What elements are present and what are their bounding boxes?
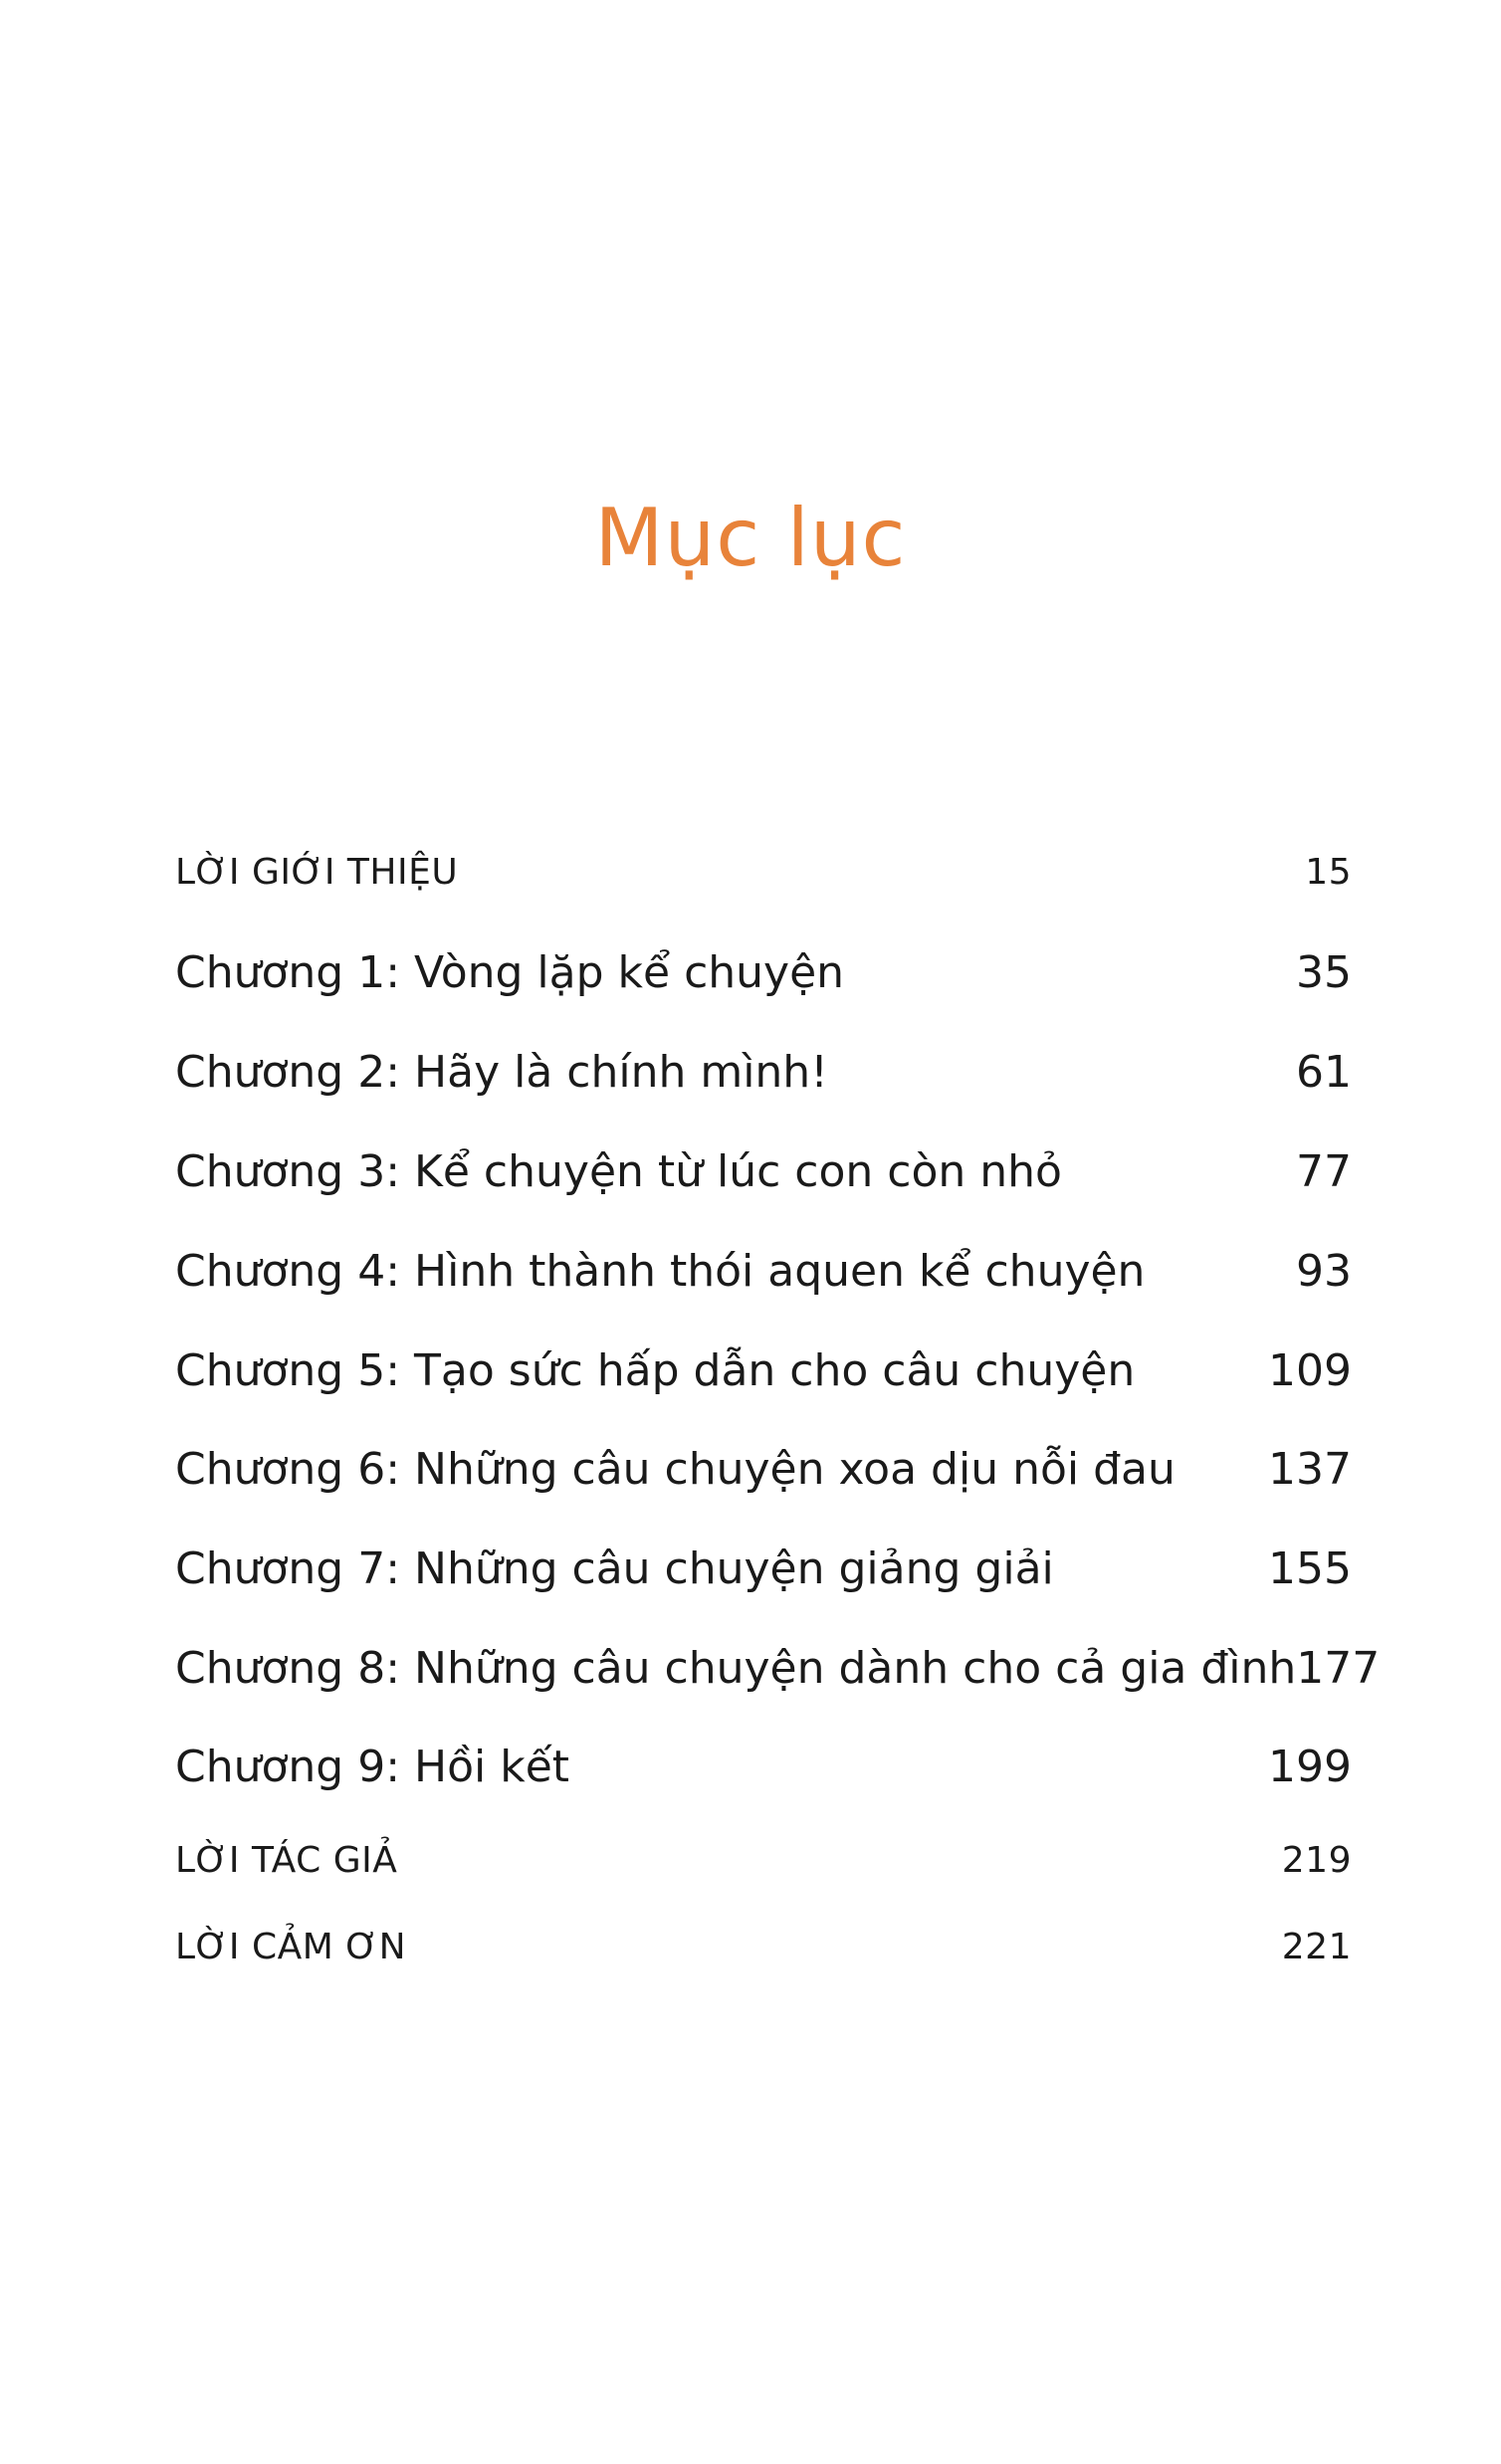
toc-entry-author-note <box>175 1836 1352 1886</box>
toc-entry-introduction <box>175 848 1352 898</box>
toc-entry-page-number: 155 <box>1268 1543 1352 1594</box>
toc-entry-label: Chương 2: Hãy là chính mình! <box>175 1047 828 1098</box>
toc-entry-chapter-3 <box>175 1142 1352 1202</box>
toc-entry-label: Chương 7: Những câu chuyện giảng giải <box>175 1543 1054 1594</box>
toc-entry-chapter-9 <box>175 1738 1352 1797</box>
toc-entry-label: LỜI GIỚI THIỆU <box>175 852 459 893</box>
toc-entry-chapter-1 <box>175 943 1352 1003</box>
toc-entry-page-number: 61 <box>1296 1047 1352 1098</box>
toc-entry-chapter-5 <box>175 1341 1352 1401</box>
toc-entry-page-number: 35 <box>1296 947 1352 998</box>
toc-entry-label: Chương 9: Hồi kết <box>175 1742 570 1792</box>
toc-entry-page-number: 109 <box>1268 1345 1352 1396</box>
toc-entry-label: LỜI CẢM ƠN <box>175 1927 407 1967</box>
toc-entry-page-number: 177 <box>1296 1643 1381 1694</box>
toc-entry-label: Chương 3: Kể chuyện từ lúc con còn nhỏ <box>175 1146 1062 1197</box>
toc-entry-chapter-2 <box>175 1043 1352 1103</box>
toc-entry-page-number: 137 <box>1268 1444 1352 1495</box>
toc-entry-page-number: 15 <box>1305 852 1352 893</box>
toc-entry-label: Chương 4: Hình thành thói aquen kể chuyện <box>175 1246 1146 1297</box>
toc-entry-label: Chương 1: Vòng lặp kể chuyện <box>175 947 845 998</box>
page-title: Mục lục <box>594 492 907 584</box>
toc-entry-chapter-7 <box>175 1540 1352 1599</box>
toc-entry-label: Chương 6: Những câu chuyện xoa dịu nỗi đau <box>175 1444 1176 1495</box>
toc-entry-page-number: 221 <box>1281 1927 1352 1967</box>
toc-entry-chapter-4 <box>175 1242 1352 1302</box>
toc-entry-page-number: 219 <box>1281 1840 1352 1881</box>
toc-entry-label: LỜI TÁC GIẢ <box>175 1840 398 1881</box>
toc-entry-chapter-8 <box>175 1639 1381 1699</box>
toc-entry-page-number: 93 <box>1296 1246 1352 1297</box>
toc-entry-acknowledgements <box>175 1923 1352 1972</box>
toc-entry-label: Chương 8: Những câu chuyện dành cho cả gia đình <box>175 1643 1297 1694</box>
toc-entry-chapter-6 <box>175 1440 1352 1500</box>
toc-entry-page-number: 77 <box>1296 1146 1352 1197</box>
toc-entry-page-number: 199 <box>1268 1742 1352 1792</box>
toc-entry-label: Chương 5: Tạo sức hấp dẫn cho câu chuyện <box>175 1345 1136 1396</box>
